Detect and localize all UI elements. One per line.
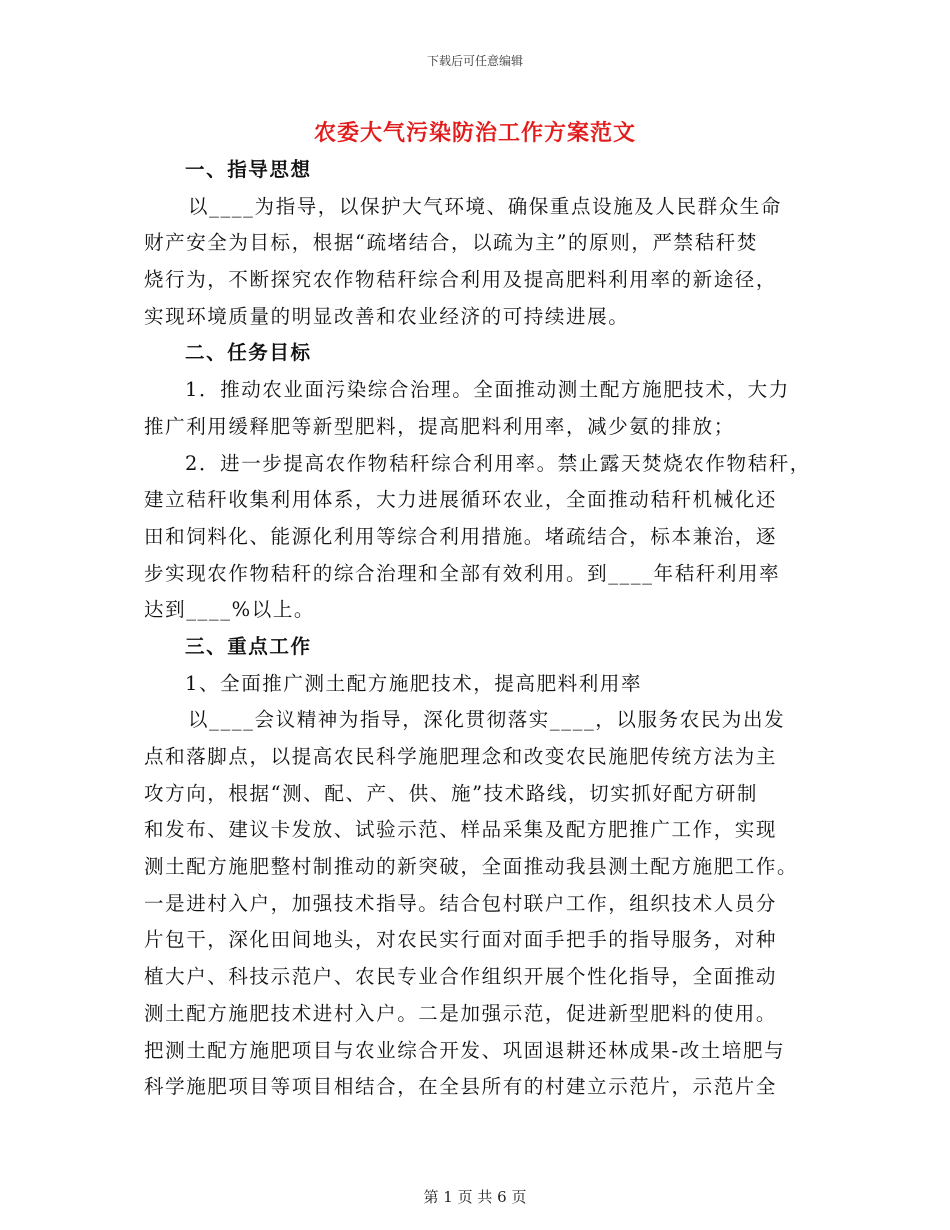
section-heading: 一、指导思想 (185, 158, 312, 181)
page-number: 第 1 页 共 6 页 (423, 1188, 527, 1206)
section-heading: 二、任务目标 (185, 341, 312, 365)
body-text-line: 田和饲料化、能源化利用等综合利用措施。堵疏结合，标本兼治，逐 (144, 524, 778, 548)
body-text-line: 和发布、建议卡发放、试验示范、样品采集及配方肥推广工作，实现 (144, 818, 778, 842)
body-text-line: 以____为指导，以保护大气环境、确保重点设施及人民群众生命 (188, 194, 783, 218)
body-text-line: 测土配方施肥技术进村入户。二是加强示范，促进新型肥料的使用。 (144, 1001, 778, 1025)
body-text-line: 植大户、科技示范户、农民专业合作组织开展个性化指导，全面推动 (144, 965, 778, 989)
page-header-note: 下载后可任意编辑 (426, 54, 523, 68)
body-text-line: 达到____%以上。 (144, 598, 316, 622)
body-text-line: 测土配方施肥整村制推动的新突破，全面推动我县测土配方施肥工作。 (144, 855, 799, 879)
body-text-line: 科学施肥项目等项目相结合，在全县所有的村建立示范片，示范片全 (144, 1075, 778, 1099)
body-text-line: 1、全面推广测土配方施肥技术，提高肥料利用率 (185, 671, 643, 695)
body-text-line: 烧行为，不断探究农作物秸秆综合利用及提高肥料利用率的新途径， (144, 268, 778, 292)
body-text-line: 2．进一步提高农作物秸秆综合利用率。禁止露天焚烧农作物秸秆， (185, 451, 811, 475)
body-text-line: 一是进村入户，加强技术指导。结合包村联户工作，组织技术人员分 (144, 891, 778, 915)
body-text-line: 点和落脚点，以提高农民科学施肥理念和改变农民施肥传统方法为主 (144, 745, 778, 768)
body-text-line: 步实现农作物秸秆的综合治理和全部有效利用。到____年秸秆利用率 (144, 561, 781, 585)
document-title: 农委大气污染防治工作方案范文 (313, 120, 636, 146)
body-text-line: 财产安全为目标，根据“疏堵结合，以疏为主”的原则，严禁秸秆焚 (144, 231, 758, 255)
body-text-line: 把测土配方施肥项目与农业综合开发、巩固退耕还林成果-改土培肥与 (144, 1038, 786, 1062)
body-text-line: 实现环境质量的明显改善和农业经济的可持续进展。 (144, 304, 630, 328)
section-heading: 三、重点工作 (185, 634, 312, 658)
body-text-line: 以____会议精神为指导，深化贯彻落实____，以服务农民为出发 (188, 708, 786, 732)
document-body (144, 152, 824, 1106)
body-text-line: 推广利用缓释肥等新型肥料，提高肥料利用率，减少氨的排放； (144, 414, 735, 438)
body-text-line: 攻方向，根据“测、配、产、供、施”技术路线，切实抓好配方研制 (144, 781, 758, 805)
body-text-line: 1．推动农业面污染综合治理。全面推动测土配方施肥技术，大力 (185, 378, 790, 402)
body-text-line: 片包干，深化田间地头，对农民实行面对面手把手的指导服务，对种 (144, 928, 778, 952)
body-text-line: 建立秸秆收集利用体系，大力进展循环农业，全面推动秸秆机械化还 (144, 488, 778, 512)
